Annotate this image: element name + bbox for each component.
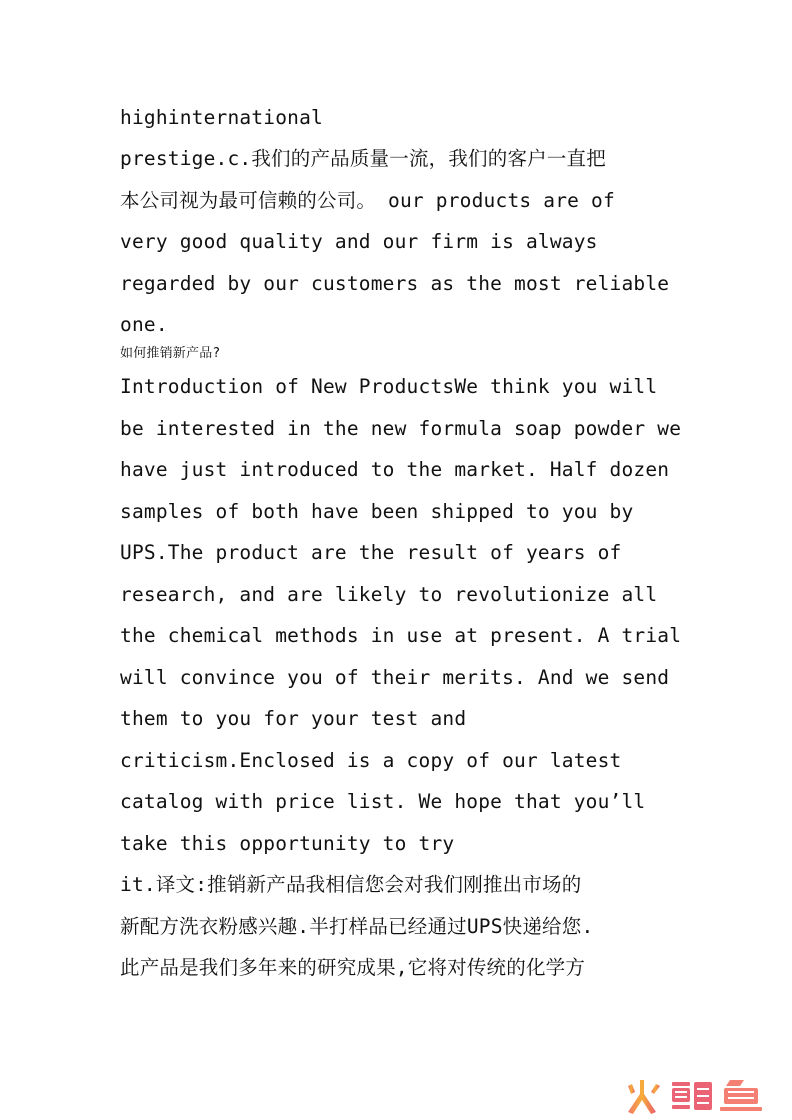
- text-line: it.译文:推销新产品我相信您会对我们刚推出市场的: [120, 873, 582, 896]
- text-line: have just introduced to the market. Half dozen: [120, 458, 670, 481]
- text-line: research, and are likely to revolutionize all: [120, 583, 658, 606]
- text-line: prestige.c.我们的产品质量一流，我们的客户一直把: [120, 147, 606, 170]
- text-line: one.: [120, 313, 168, 336]
- text-line: take this opportunity to try: [120, 832, 455, 855]
- text-line: Introduction of New ProductsWe think you will: [120, 375, 658, 398]
- text-line: will convince you of their merits. And we send: [120, 666, 670, 689]
- text-line: catalog with price list. We hope that you’ll: [120, 790, 646, 813]
- text-line: them to you for your test and: [120, 707, 467, 730]
- text-line: samples of both have been shipped to you by: [120, 500, 634, 523]
- text-line: be interested in the new formula soap powder we: [120, 417, 682, 440]
- text-line: criticism.Enclosed is a copy of our latest: [120, 749, 622, 772]
- section-heading: 如何推销新产品?: [120, 346, 221, 361]
- text-line: very good quality and our firm is always: [120, 230, 598, 253]
- text-line: 本公司视为最可信赖的公司。 our products are of: [120, 189, 615, 212]
- text-line: highinternational: [120, 106, 323, 129]
- text-line: UPS.The product are the result of years of: [120, 541, 622, 564]
- text-line: the chemical methods in use at present. A trial: [120, 624, 682, 647]
- brand-logo-watermark: [620, 1076, 770, 1116]
- text-line: 新配方洗衣粉感兴趣.半打样品已经通过UPS快递给您.: [120, 915, 594, 938]
- text-line: regarded by our customers as the most reliable: [120, 272, 670, 295]
- text-line: 此产品是我们多年来的研究成果,它将对传统的化学方: [120, 956, 586, 979]
